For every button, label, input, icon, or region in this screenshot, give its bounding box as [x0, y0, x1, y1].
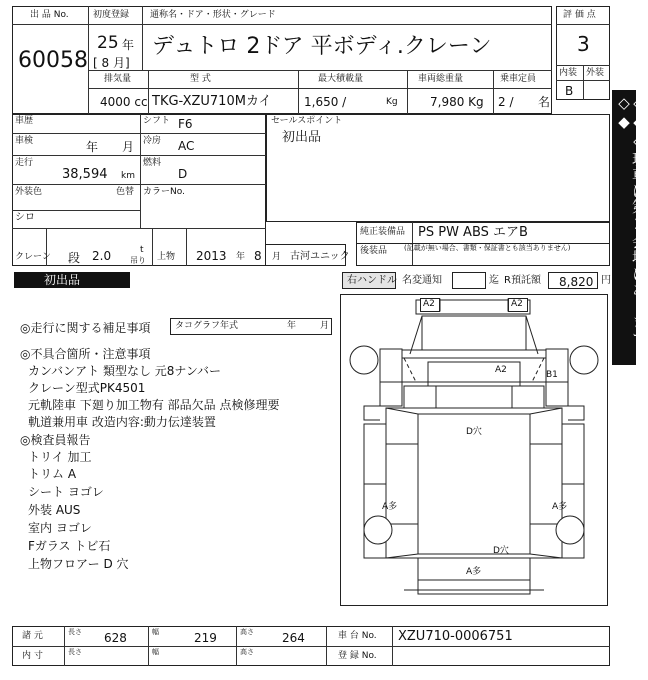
capacity-value: 2 / — [498, 95, 514, 109]
displacement-label: 排気量 — [104, 74, 132, 84]
note-line: クレーン型式PK4501 — [28, 381, 146, 395]
height-value: 264 — [282, 631, 305, 645]
chassis-label: 車 台 No. — [338, 631, 377, 641]
fuel-value: D — [178, 167, 188, 181]
length-label: 長さ — [68, 628, 82, 636]
inspection-month: 月 — [122, 140, 135, 154]
capacity-unit: 名 — [538, 95, 551, 109]
damage-mark: B1 — [546, 370, 558, 380]
registration-number-label: 登 録 No. — [338, 651, 377, 661]
mileage-label: 走行 — [15, 158, 34, 168]
mount-maker: 古河ユニック — [290, 251, 350, 262]
damage-mark: D穴 — [466, 427, 482, 437]
sales-point-label: セールスポイント — [271, 116, 343, 126]
inspection-year: 年 — [86, 140, 99, 154]
equipment-label: 純正装備品 — [360, 227, 406, 237]
fuel-label: 燃料 — [143, 158, 162, 168]
name-change-box — [452, 272, 486, 289]
length-value: 628 — [104, 631, 127, 645]
inner-height-label: 高さ — [240, 648, 254, 656]
sales-point-text: 初出品 — [282, 130, 322, 145]
inner-width-label: 幅 — [152, 648, 159, 656]
width-value: 219 — [194, 631, 217, 645]
color-value: シロ — [15, 212, 35, 223]
yen-unit: 円 — [601, 275, 611, 286]
model-value: TKG-XZU710Mカイ — [152, 94, 272, 109]
recycle-deposit-box: 8,820 — [548, 272, 598, 289]
lot-label: 出 品 No. — [30, 10, 69, 20]
note-line: 上物フロアー D 穴 — [28, 557, 129, 571]
registration-label: 初度登録 — [93, 10, 130, 20]
mount-month-unit: 月 — [272, 252, 282, 262]
max-load-unit: Kg — [386, 97, 398, 107]
damage-mark: A2 — [423, 299, 435, 309]
tachograph-month: 月 — [320, 321, 330, 331]
shift-value: F6 — [178, 117, 193, 131]
lot-number: 60058 — [18, 48, 88, 73]
interior-grade-label: 内装 — [559, 68, 578, 78]
recycle-deposit-label: R預託額 — [504, 275, 541, 286]
note-line: 元軌陸車 下廻り加工物有 部品欠品 点検修理要 — [28, 398, 280, 412]
reg-year-unit: 年 — [122, 38, 135, 52]
shift-label: シフト — [143, 116, 171, 126]
grade-label: 評 価 点 — [563, 10, 596, 20]
inner-length-label: 長さ — [68, 648, 82, 656]
note-line: 室内 ヨゴレ — [28, 521, 92, 535]
damage-mark: A多 — [466, 567, 482, 577]
crane-label: クレーン — [15, 252, 51, 262]
location-banner — [612, 90, 648, 365]
name-change-label: 名変通知 — [402, 275, 442, 286]
width-label: 幅 — [152, 628, 159, 636]
equipment-value: PS PW ABS エアB — [418, 225, 528, 240]
model-label: 型 式 — [190, 74, 211, 84]
grade-value: 3 — [577, 32, 590, 56]
reg-month: [ 8 月] — [93, 56, 130, 70]
vehicle-info-block — [12, 114, 266, 266]
color-change-label: 色替 — [116, 187, 135, 197]
mount-month: 8 — [254, 249, 262, 263]
exterior-grade-label: 外装 — [586, 68, 605, 78]
crane-tons-unit-lift: 吊り — [130, 256, 146, 265]
note-line: Fガラス トビ石 — [28, 539, 111, 553]
inspection-label: 車検 — [15, 136, 34, 146]
chassis-number: XZU710-0006751 — [398, 629, 513, 644]
first-listing-banner: 初出品 — [14, 272, 130, 288]
damage-mark: A多 — [552, 502, 568, 512]
note-line: トリイ 加工 — [28, 450, 92, 464]
height-label: 高さ — [240, 628, 254, 636]
mount-label: 上物 — [157, 252, 176, 262]
handle-box: 右ハンドル — [342, 272, 396, 289]
mount-year-unit: 年 — [236, 252, 246, 262]
aftermarket-note: (記載が無い場合、書類・保証書とも該当ありません) — [404, 244, 571, 252]
drive-notes-label: ◎走行に関する補足事項 — [20, 321, 151, 335]
inner-dimensions-label: 内 寸 — [22, 651, 43, 661]
displacement-value: 4000 cc — [100, 95, 148, 109]
ac-value: AC — [178, 139, 195, 153]
mileage-value: 38,594 — [62, 167, 108, 182]
note-line: トリム A — [28, 467, 77, 481]
tachograph-label: タコグラフ年式 — [175, 321, 239, 331]
until-label: 迄 — [489, 275, 499, 286]
note-line: シート ヨゴレ — [28, 485, 104, 499]
reg-year: 25 — [97, 33, 119, 53]
damage-mark: A2 — [495, 365, 507, 375]
color-label: 外装色 — [15, 187, 43, 197]
aftermarket-label: 後装品 — [360, 246, 388, 256]
crane-stage: 段 — [68, 251, 81, 265]
note-line: ◎不具合箇所・注意事項 — [20, 347, 151, 361]
gvw-value: 7,980 Kg — [430, 95, 484, 109]
car-name: デュトロ 2ドア 平ボディ.クレーン — [152, 34, 492, 59]
note-line: カンバンアト 類型なし 元8ナンバー — [28, 364, 221, 378]
note-line: 軌道兼用車 改造内容:動力伝達装置 — [28, 415, 216, 429]
ac-label: 冷房 — [143, 136, 162, 146]
mount-year: 2013 — [196, 249, 227, 263]
crane-tons-unit: t — [140, 245, 144, 255]
max-load-value: 1,650 / — [304, 95, 347, 109]
truck-damage-diagram — [340, 294, 608, 606]
location-banner-text: ◇◆◇現車は第2会場にあります◇◆ — [615, 94, 648, 346]
dimensions-label: 諸 元 — [22, 631, 43, 641]
color-number-label: カラーNo. — [143, 187, 185, 197]
note-line: ◎検査員報告 — [20, 433, 91, 447]
damage-mark: D穴 — [493, 546, 509, 556]
damage-mark: A2 — [511, 299, 523, 309]
damage-mark: A多 — [382, 502, 398, 512]
interior-grade: B — [565, 84, 574, 98]
car-name-label: 通称名・ドア・形状・グレード — [150, 10, 276, 20]
gvw-label: 車両総重量 — [418, 74, 464, 84]
crane-tons: 2.0 — [92, 249, 112, 263]
capacity-label: 乗車定員 — [500, 74, 537, 84]
tachograph-year: 年 — [287, 321, 297, 331]
mileage-unit: km — [121, 171, 135, 181]
max-load-label: 最大積載量 — [318, 74, 364, 84]
history-label: 車歴 — [15, 116, 34, 126]
note-line: 外装 AUS — [28, 503, 81, 517]
